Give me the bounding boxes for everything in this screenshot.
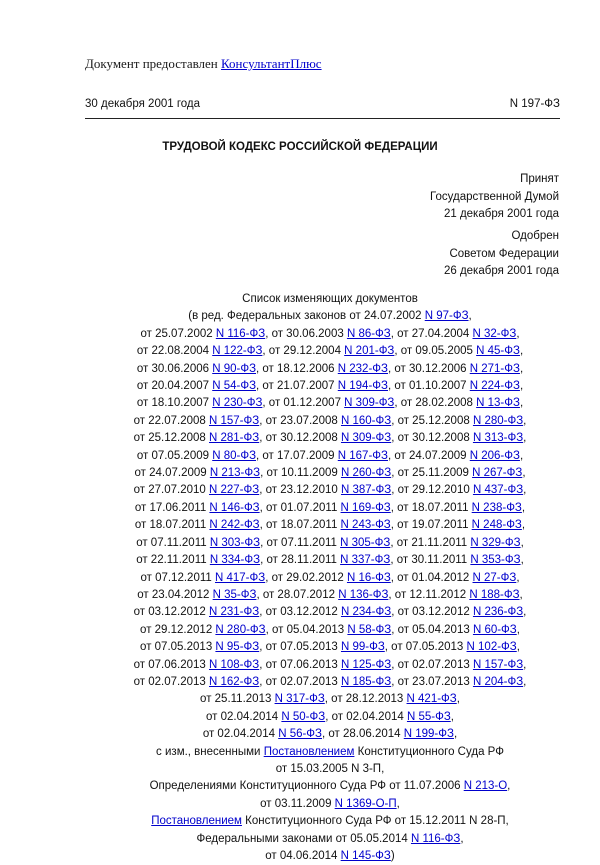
- amendment-text: , от 24.07.2009: [387, 449, 470, 462]
- amendments-line: [0, 343, 600, 360]
- amendment-link[interactable]: N 337-ФЗ: [340, 554, 391, 567]
- amendment-text: от 22.07.2008: [133, 414, 209, 427]
- amendment-link[interactable]: N 303-ФЗ: [209, 536, 261, 549]
- amendment-text: ,: [468, 310, 472, 323]
- amendment-text: от 25.12.2008: [133, 432, 209, 445]
- amendment-text: , от 01.07.2011: [259, 501, 341, 514]
- amendments-line: [0, 535, 600, 552]
- amendment-text: , от 03.12.2012: [259, 606, 341, 619]
- adopted-line: Принят: [520, 173, 559, 185]
- amendment-text: ,: [523, 484, 527, 497]
- document-title: ТРУДОВОЙ КОДЕКС РОССИЙСКОЙ ФЕДЕРАЦИИ: [162, 141, 438, 153]
- amendment-text: от 04.06.2014: [265, 850, 341, 862]
- provided-by-line: [85, 56, 322, 72]
- amendment-text: от 25.07.2002: [140, 327, 216, 340]
- amendment-text: , от 02.04.2014: [325, 710, 407, 723]
- amendment-text: , от 10.11.2009: [260, 467, 341, 480]
- amendment-text: ,: [523, 658, 527, 671]
- amendment-link[interactable]: N 80-ФЗ: [212, 449, 257, 462]
- amendment-text: от 18.10.2007: [136, 397, 213, 410]
- amendment-link[interactable]: N 204-ФЗ: [472, 675, 524, 688]
- amendment-link[interactable]: N 45-ФЗ: [476, 345, 520, 358]
- amendment-text: , от 01.10.2007: [387, 380, 470, 393]
- amendment-link[interactable]: N 160-ФЗ: [340, 414, 392, 427]
- approved-line: Одобрен: [511, 230, 559, 242]
- amendment-link[interactable]: N 421-ФЗ: [406, 693, 457, 706]
- amendment-link[interactable]: N 248-ФЗ: [471, 519, 522, 532]
- amendment-link[interactable]: N 122-ФЗ: [212, 345, 263, 358]
- approved-block: [444, 228, 559, 281]
- amendment-link[interactable]: N 309-ФЗ: [344, 397, 395, 410]
- amendment-text: ,: [519, 345, 524, 358]
- amendments-line: [0, 430, 600, 447]
- amendment-link[interactable]: N 32-ФЗ: [472, 327, 517, 340]
- amendment-link[interactable]: N 13-ФЗ: [476, 397, 520, 410]
- document-number: N 197-ФЗ: [509, 98, 560, 110]
- amendment-text: ,: [520, 536, 524, 549]
- amendment-text: от 22.08.2004: [136, 345, 213, 358]
- amendment-link[interactable]: N 58-ФЗ: [347, 623, 392, 636]
- amendment-link[interactable]: N 136-ФЗ: [338, 588, 389, 601]
- amendment-link[interactable]: N 238-ФЗ: [471, 501, 522, 514]
- amendments-line: [0, 796, 600, 813]
- amendment-link[interactable]: N 95-ФЗ: [215, 641, 260, 654]
- amendments-line: [0, 639, 600, 656]
- amendment-text: , от 28.11.2011: [260, 554, 341, 567]
- amendment-link[interactable]: N 27-ФЗ: [472, 571, 517, 584]
- amendment-text: от 29.12.2012: [140, 623, 216, 636]
- amendment-text: , от 30.06.2003: [265, 327, 347, 340]
- amendment-link[interactable]: N 280-ФЗ: [472, 414, 524, 427]
- amendment-link[interactable]: N 232-ФЗ: [337, 362, 388, 375]
- amendment-text: с изм., внесенными: [156, 745, 264, 758]
- amendment-text: , от 23.07.2008: [259, 414, 341, 427]
- amendment-text: ,: [507, 780, 511, 793]
- amendment-link[interactable]: N 334-ФЗ: [209, 554, 261, 567]
- amendment-text: Конституционного Суда РФ: [354, 745, 504, 758]
- amendment-text: , от 02.07.2013: [391, 658, 473, 671]
- amendment-link[interactable]: N 281-ФЗ: [209, 432, 260, 445]
- amendment-text: ,: [523, 432, 527, 445]
- amendment-link[interactable]: N 206-ФЗ: [469, 449, 520, 462]
- amendment-text: ,: [516, 623, 520, 636]
- amendment-text: , от 01.12.2007: [262, 397, 345, 410]
- amendment-text: от 25.11.2013: [200, 693, 275, 706]
- amendment-text: , от 30.12.2008: [259, 432, 341, 445]
- amendment-text: , от 21.11.2011: [390, 536, 471, 549]
- header-rule: [85, 118, 560, 119]
- amendment-link[interactable]: N 313-ФЗ: [472, 432, 524, 445]
- amendment-link[interactable]: N 309-ФЗ: [340, 432, 392, 445]
- amendment-text: ,: [456, 693, 460, 706]
- amendment-text: ,: [516, 641, 520, 654]
- amendment-text: от 07.05.2009: [136, 449, 213, 462]
- amendment-link[interactable]: N 162-ФЗ: [209, 675, 260, 688]
- amendment-text: ,: [521, 501, 526, 514]
- amendment-text: от 22.11.2011: [136, 554, 210, 567]
- amendments-line: [0, 517, 600, 534]
- amendment-link[interactable]: N 234-ФЗ: [340, 606, 392, 619]
- amendment-text: , от 29.02.2012: [265, 571, 347, 584]
- document-date: 30 декабря 2001 года: [85, 98, 201, 110]
- amendment-link[interactable]: N 417-ФЗ: [214, 571, 266, 584]
- amendment-link[interactable]: N 213-О: [463, 780, 508, 793]
- amendment-link[interactable]: N 242-ФЗ: [209, 519, 260, 532]
- amendment-link[interactable]: N 169-ФЗ: [340, 501, 391, 514]
- amendment-text: , от 27.04.2004: [390, 327, 473, 340]
- amendment-text: ,: [520, 554, 524, 567]
- amendment-link[interactable]: Постановлением: [151, 815, 242, 828]
- amendment-text: от 30.06.2006: [136, 362, 213, 375]
- amendments-line: [0, 326, 600, 343]
- amendment-text: ,: [516, 327, 520, 340]
- amendment-text: , от 28.07.2012: [256, 588, 339, 601]
- amendment-text: , от 05.04.2013: [391, 623, 473, 636]
- amendments-line: [0, 500, 600, 517]
- amendment-text: от 07.11.2011: [136, 536, 210, 549]
- amendments-line: [0, 726, 600, 743]
- amendment-text: , от 01.04.2012: [390, 571, 473, 584]
- amendment-link[interactable]: N 329-ФЗ: [470, 536, 521, 549]
- amendment-text: , от 28.12.2013: [324, 693, 407, 706]
- amendment-text: от 07.05.2013: [140, 641, 216, 654]
- amendment-link[interactable]: N 188-ФЗ: [469, 588, 520, 601]
- amendment-text: от 07.12.2011: [140, 571, 215, 584]
- amendments-line: [0, 413, 600, 430]
- amendment-text: , от 29.12.2010: [391, 484, 473, 497]
- amendments-line: [0, 465, 600, 482]
- amendment-text: , от 21.07.2007: [256, 380, 338, 393]
- amendments-line: [0, 761, 600, 778]
- amendment-link[interactable]: N 125-ФЗ: [340, 658, 392, 671]
- amendment-text: , от 23.12.2010: [259, 484, 341, 497]
- amendment-text: , от 09.05.2005: [394, 345, 477, 358]
- amendments-line: [0, 308, 600, 325]
- amendment-text: , от 28.02.2008: [394, 397, 477, 410]
- amendment-text: от 02.04.2014: [202, 728, 279, 741]
- amendment-link[interactable]: N 145-ФЗ: [340, 850, 391, 862]
- amendment-link[interactable]: N 236-ФЗ: [472, 606, 524, 619]
- amendments-line: [0, 691, 600, 708]
- amendment-text: ,: [519, 380, 524, 393]
- amendment-text: от 07.06.2013: [133, 658, 209, 671]
- amendment-link[interactable]: N 317-ФЗ: [274, 693, 325, 706]
- amendment-text: , от 12.11.2012: [388, 588, 470, 601]
- amendment-link[interactable]: N 102-ФЗ: [466, 641, 517, 654]
- amendment-link[interactable]: N 1369-О-П: [334, 797, 397, 810]
- amendments-line: [0, 744, 600, 761]
- amendment-text: ,: [450, 710, 454, 723]
- amendment-text: , от 07.11.2011: [260, 536, 341, 549]
- amendments-line: [0, 848, 600, 865]
- amendment-link[interactable]: N 157-ФЗ: [472, 658, 524, 671]
- amendment-text: ,: [516, 571, 520, 584]
- amendment-text: , от 30.11.2011: [390, 554, 471, 567]
- amendment-link[interactable]: N 231-ФЗ: [209, 606, 260, 619]
- amendment-link[interactable]: N 157-ФЗ: [209, 414, 260, 427]
- amendment-text: ,: [521, 519, 526, 532]
- amendment-text: , от 07.05.2013: [384, 641, 467, 654]
- amendment-link[interactable]: N 260-ФЗ: [340, 467, 392, 480]
- amendment-link[interactable]: N 35-ФЗ: [212, 588, 257, 601]
- amendments-line: [0, 604, 600, 621]
- amendment-text: ,: [519, 449, 524, 462]
- amendment-link[interactable]: N 353-ФЗ: [470, 554, 521, 567]
- amendment-link[interactable]: N 230-ФЗ: [212, 397, 263, 410]
- amendment-text: от 27.07.2010: [133, 484, 209, 497]
- amendment-text: ,: [523, 606, 527, 619]
- amendment-link[interactable]: N 201-ФЗ: [344, 345, 395, 358]
- amendment-link[interactable]: N 437-ФЗ: [472, 484, 524, 497]
- amendments-line: [0, 587, 600, 604]
- amendment-link[interactable]: N 185-ФЗ: [340, 675, 392, 688]
- amendment-text: от 20.04.2007: [136, 380, 213, 393]
- amendments-line: [0, 482, 600, 499]
- amendments-line: [0, 552, 600, 569]
- amendment-text: , от 30.12.2006: [387, 362, 470, 375]
- consultant-plus-link[interactable]: КонсультантПлюс: [221, 56, 322, 71]
- amendment-link[interactable]: N 224-ФЗ: [469, 380, 520, 393]
- amendment-text: от 17.06.2011: [134, 501, 210, 514]
- amendment-link[interactable]: N 146-ФЗ: [209, 501, 260, 514]
- approved-line: 26 декабря 2001 года: [443, 265, 559, 277]
- amendment-text: , от 18.07.2011: [390, 501, 472, 514]
- amendment-text: ,: [519, 362, 524, 375]
- amendments-heading: [0, 291, 600, 308]
- amendment-text: , от 18.12.2006: [256, 362, 338, 375]
- amendment-link[interactable]: N 267-ФЗ: [472, 467, 523, 480]
- amendments-line: [0, 778, 600, 795]
- amendment-text: ,: [523, 675, 527, 688]
- amendment-text: Федеральными законами от 05.05.2014: [196, 832, 411, 845]
- amendments-line: [0, 395, 600, 412]
- amendments-line: [0, 570, 600, 587]
- amendment-link[interactable]: N 227-ФЗ: [209, 484, 260, 497]
- adopted-line: Государственной Думой: [430, 190, 559, 203]
- amendments-line: [0, 709, 600, 726]
- adopted-line: 21 декабря 2001 года: [443, 208, 559, 220]
- amendment-text: от 23.04.2012: [137, 588, 213, 601]
- amendment-text: ,: [519, 588, 523, 601]
- amendment-text: , от 05.04.2013: [265, 623, 348, 636]
- amendment-text: от 03.12.2012: [133, 606, 209, 619]
- amendment-text: , от 23.07.2013: [391, 675, 473, 688]
- amendment-text: , от 19.07.2011: [390, 519, 472, 532]
- amendment-text: от 15.03.2005 N 3-П,: [275, 762, 385, 775]
- amendment-link[interactable]: N 271-ФЗ: [469, 362, 520, 375]
- amendment-link[interactable]: N 387-ФЗ: [340, 484, 392, 497]
- amendment-text: , от 07.06.2013: [259, 658, 341, 671]
- adopted-block: [430, 171, 559, 224]
- amendment-text: , от 25.11.2009: [391, 467, 473, 480]
- amendment-link[interactable]: N 116-ФЗ: [215, 327, 266, 340]
- amendment-link[interactable]: N 108-ФЗ: [209, 658, 260, 671]
- amendment-link[interactable]: N 99-ФЗ: [340, 641, 385, 654]
- amendment-text: ,: [519, 397, 524, 410]
- amendment-link[interactable]: N 116-ФЗ: [410, 832, 461, 845]
- amendment-text: , от 18.07.2011: [259, 519, 341, 532]
- amendment-text: ,: [460, 832, 464, 845]
- amendment-text: Конституционного Суда РФ от 15.12.2011 N 28-П,: [241, 815, 509, 828]
- amendment-text: ): [390, 850, 395, 862]
- amendment-text: (в ред. Федеральных законов от 24.07.2002: [188, 310, 425, 323]
- amendment-link[interactable]: N 60-ФЗ: [472, 623, 517, 636]
- amendment-text: ,: [396, 797, 400, 810]
- amendment-text: , от 03.12.2012: [391, 606, 473, 619]
- amendment-text: , от 28.06.2014: [322, 728, 404, 741]
- amendment-text: от 02.04.2014: [206, 710, 282, 723]
- amendments-line: [0, 674, 600, 691]
- amendment-text: ,: [522, 467, 526, 480]
- amendment-link[interactable]: N 55-ФЗ: [406, 710, 451, 723]
- amendments-list: [0, 291, 600, 865]
- amendment-link[interactable]: Постановлением: [263, 745, 355, 758]
- amendment-link[interactable]: N 243-ФЗ: [340, 519, 391, 532]
- amendment-text: Список изменяющих документов: [242, 293, 418, 305]
- amendment-text: от 18.07.2011: [134, 519, 210, 532]
- amendments-line: [0, 378, 600, 395]
- amendment-link[interactable]: N 86-ФЗ: [346, 327, 391, 340]
- amendments-line: [0, 831, 600, 848]
- amendment-text: от 02.07.2013: [133, 675, 209, 688]
- amendment-text: от 03.11.2009: [260, 797, 335, 810]
- amendments-line: [0, 813, 600, 830]
- amendment-link[interactable]: N 54-ФЗ: [212, 380, 257, 393]
- amendment-text: Определениями Конституционного Суда РФ от 11.07.2006: [149, 780, 464, 793]
- amendment-link[interactable]: N 167-ФЗ: [337, 449, 388, 462]
- document-header-row: [85, 98, 560, 117]
- amendments-line: [0, 361, 600, 378]
- amendment-link[interactable]: N 199-ФЗ: [403, 728, 454, 741]
- approved-line: Советом Федерации: [449, 247, 559, 260]
- amendments-line: [0, 448, 600, 465]
- amendment-text: , от 07.05.2013: [259, 641, 341, 654]
- amendment-link[interactable]: N 90-ФЗ: [212, 362, 257, 375]
- amendment-text: , от 17.07.2009: [256, 449, 338, 462]
- amendment-link[interactable]: N 280-ФЗ: [215, 623, 266, 636]
- amendment-link[interactable]: N 213-ФЗ: [209, 467, 261, 480]
- amendment-text: , от 25.12.2008: [391, 414, 473, 427]
- amendments-line: [0, 622, 600, 639]
- amendment-text: , от 29.12.2004: [262, 345, 345, 358]
- amendment-link[interactable]: N 97-ФЗ: [424, 310, 469, 323]
- amendment-text: , от 02.07.2013: [259, 675, 341, 688]
- amendment-link[interactable]: N 50-ФЗ: [281, 710, 326, 723]
- amendment-link[interactable]: N 56-ФЗ: [278, 728, 322, 741]
- amendment-text: ,: [453, 728, 458, 741]
- amendment-text: ,: [523, 414, 527, 427]
- amendments-line: [0, 657, 600, 674]
- amendment-text: от 24.07.2009: [134, 467, 210, 480]
- amendment-link[interactable]: N 305-ФЗ: [340, 536, 391, 549]
- amendment-text: , от 30.12.2008: [391, 432, 473, 445]
- amendment-link[interactable]: N 194-ФЗ: [337, 380, 388, 393]
- amendment-link[interactable]: N 16-ФЗ: [346, 571, 391, 584]
- provided-by-prefix: Документ предоставлен: [85, 56, 222, 71]
